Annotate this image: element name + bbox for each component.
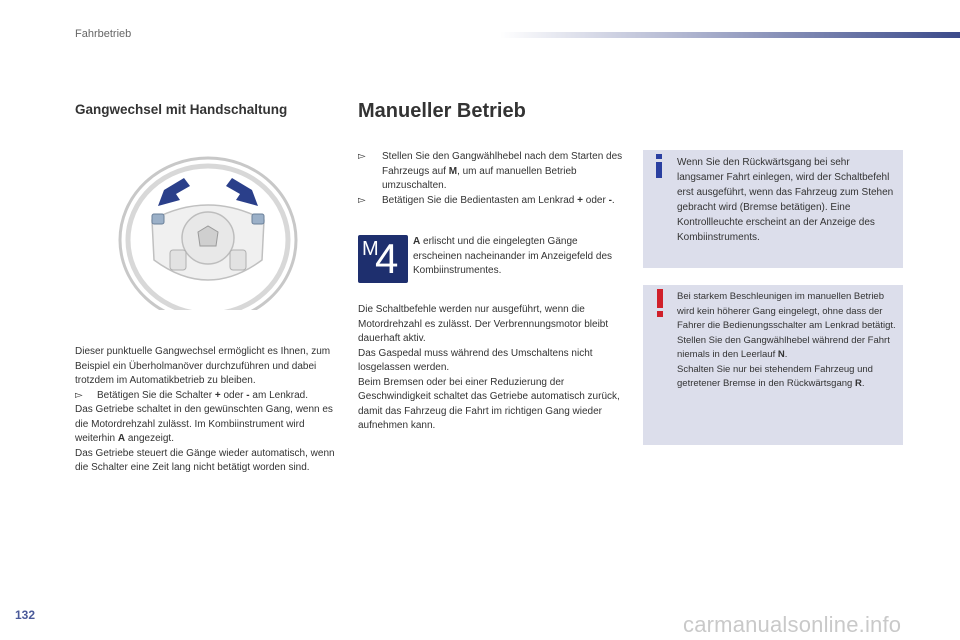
- page-number: 132: [15, 608, 36, 622]
- left-para3: Das Getriebe steuert die Gänge wieder automatisch, wenn die Schalter eine Zeit lang nicht betätigt worden sind.: [75, 447, 335, 473]
- header-bar: [500, 32, 960, 38]
- bullet-icon: ▻: [75, 389, 83, 401]
- middle-bullet-1: ▻ Stellen Sie den Gangwählhebel nach dem Starten des Fahrzeugs auf M, um auf manuellen Betrieb umzuschalten.: [358, 151, 623, 191]
- warning-icon: [654, 289, 666, 317]
- arrow-left-icon: [158, 178, 190, 206]
- warning-text: Bei starkem Beschleunigen im manuellen Betrieb wird kein höherer Gang eingelegt, ohne dass der Fahrer die Bedienungsschalter am Lenkrad betätigt. Stellen Sie den Gangwählhebel während der Fahrt niemals in den Leerlauf N. Schalten Sie nur bei stehendem Fahrzeug und getretener Bremse in den Rückwärtsgang R.: [677, 291, 896, 389]
- arrow-right-icon: [226, 178, 258, 206]
- left-bullet: ▻ Betätigen Sie die Schalter + oder - am Lenkrad.: [75, 389, 335, 404]
- paddle-minus: [152, 214, 164, 224]
- section-title: Fahrbetrieb: [75, 28, 132, 40]
- middle-para3: Beim Bremsen oder bei einer Reduzierung der Geschwindigkeit schaltet das Getriebe automatisch zurück, damit das Fahrzeug die Fahrt im richtigen Gang wieder aufnehmen kann.: [358, 376, 620, 431]
- left-para2: Das Getriebe schaltet in den gewünschten Gang, wenn es die Motordrehzahl zulässt. Im Kombiinstrument wird weiterhin: [75, 404, 333, 444]
- middle-para2: Das Gaspedal muss während des Umschaltens nicht losgelassen werden.: [358, 347, 593, 373]
- gear-display-icon: [358, 235, 408, 283]
- middle-para1: Die Schaltbefehle werden nur ausgeführt, wenn die Motordrehzahl es zulässt. Der Verbrennungsmotor bleibt dauerhaft aktiv.: [358, 304, 609, 344]
- middle-body: [358, 303, 626, 434]
- display-mode: M: [362, 238, 379, 260]
- bullet-icon: ▻: [358, 194, 366, 206]
- display-caption: A erlischt und die eingelegten Gänge erscheinen nacheinander im Anzeigefeld des Kombiinstrumentes.: [413, 236, 613, 276]
- middle-heading: Manueller Betrieb: [358, 100, 526, 122]
- left-heading: Gangwechsel mit Handschaltung: [75, 102, 288, 117]
- display-gear: 4: [375, 235, 399, 282]
- middle-bullet-2: ▻ Betätigen Sie die Bedientasten am Lenkrad + oder -.: [358, 194, 626, 209]
- info-text: Wenn Sie den Rückwärtsgang bei sehr langsamer Fahrt einlegen, wird der Schaltbefehl erst ausgeführt, wenn das Fahrzeug zum Stehen gebracht wird (Bremse betätigen). Eine Kontrollleuchte erscheint an der Anzeige des Kombiinstruments.: [677, 157, 894, 243]
- left-para1: Dieser punktuelle Gangwechsel ermöglicht es Ihnen, zum Beispiel ein Überholmanöver durchzuführen und dabei trotzdem im Automatikbetrieb zu bleiben.: [75, 346, 331, 386]
- middle-bullets: [358, 150, 626, 208]
- bullet-icon: ▻: [358, 151, 366, 162]
- watermark: carmanualsonline.info: [683, 612, 902, 637]
- info-icon: [652, 154, 666, 178]
- steering-wheel-illustration: [112, 150, 304, 310]
- left-body: Dieser punktuelle Gangwechsel ermöglicht es Ihnen, zum Beispiel ein Überholmanöver durchzuführen und dabei trotzdem im Automatikbetrieb zu bleiben. ▻ Betätigen Sie die Schalter + oder - am Lenkrad. Das Getriebe schaltet in den gewünschten Gang, wenn es die Motordrehzahl zulässt. Im Kombiinstrument wird weiterhin A angezeigt. Das Getriebe steuert die Gänge wieder automatisch, wenn die Schalter eine Zeit lang nicht betätigt worden sind.: [75, 346, 335, 473]
- paddle-plus: [252, 214, 264, 224]
